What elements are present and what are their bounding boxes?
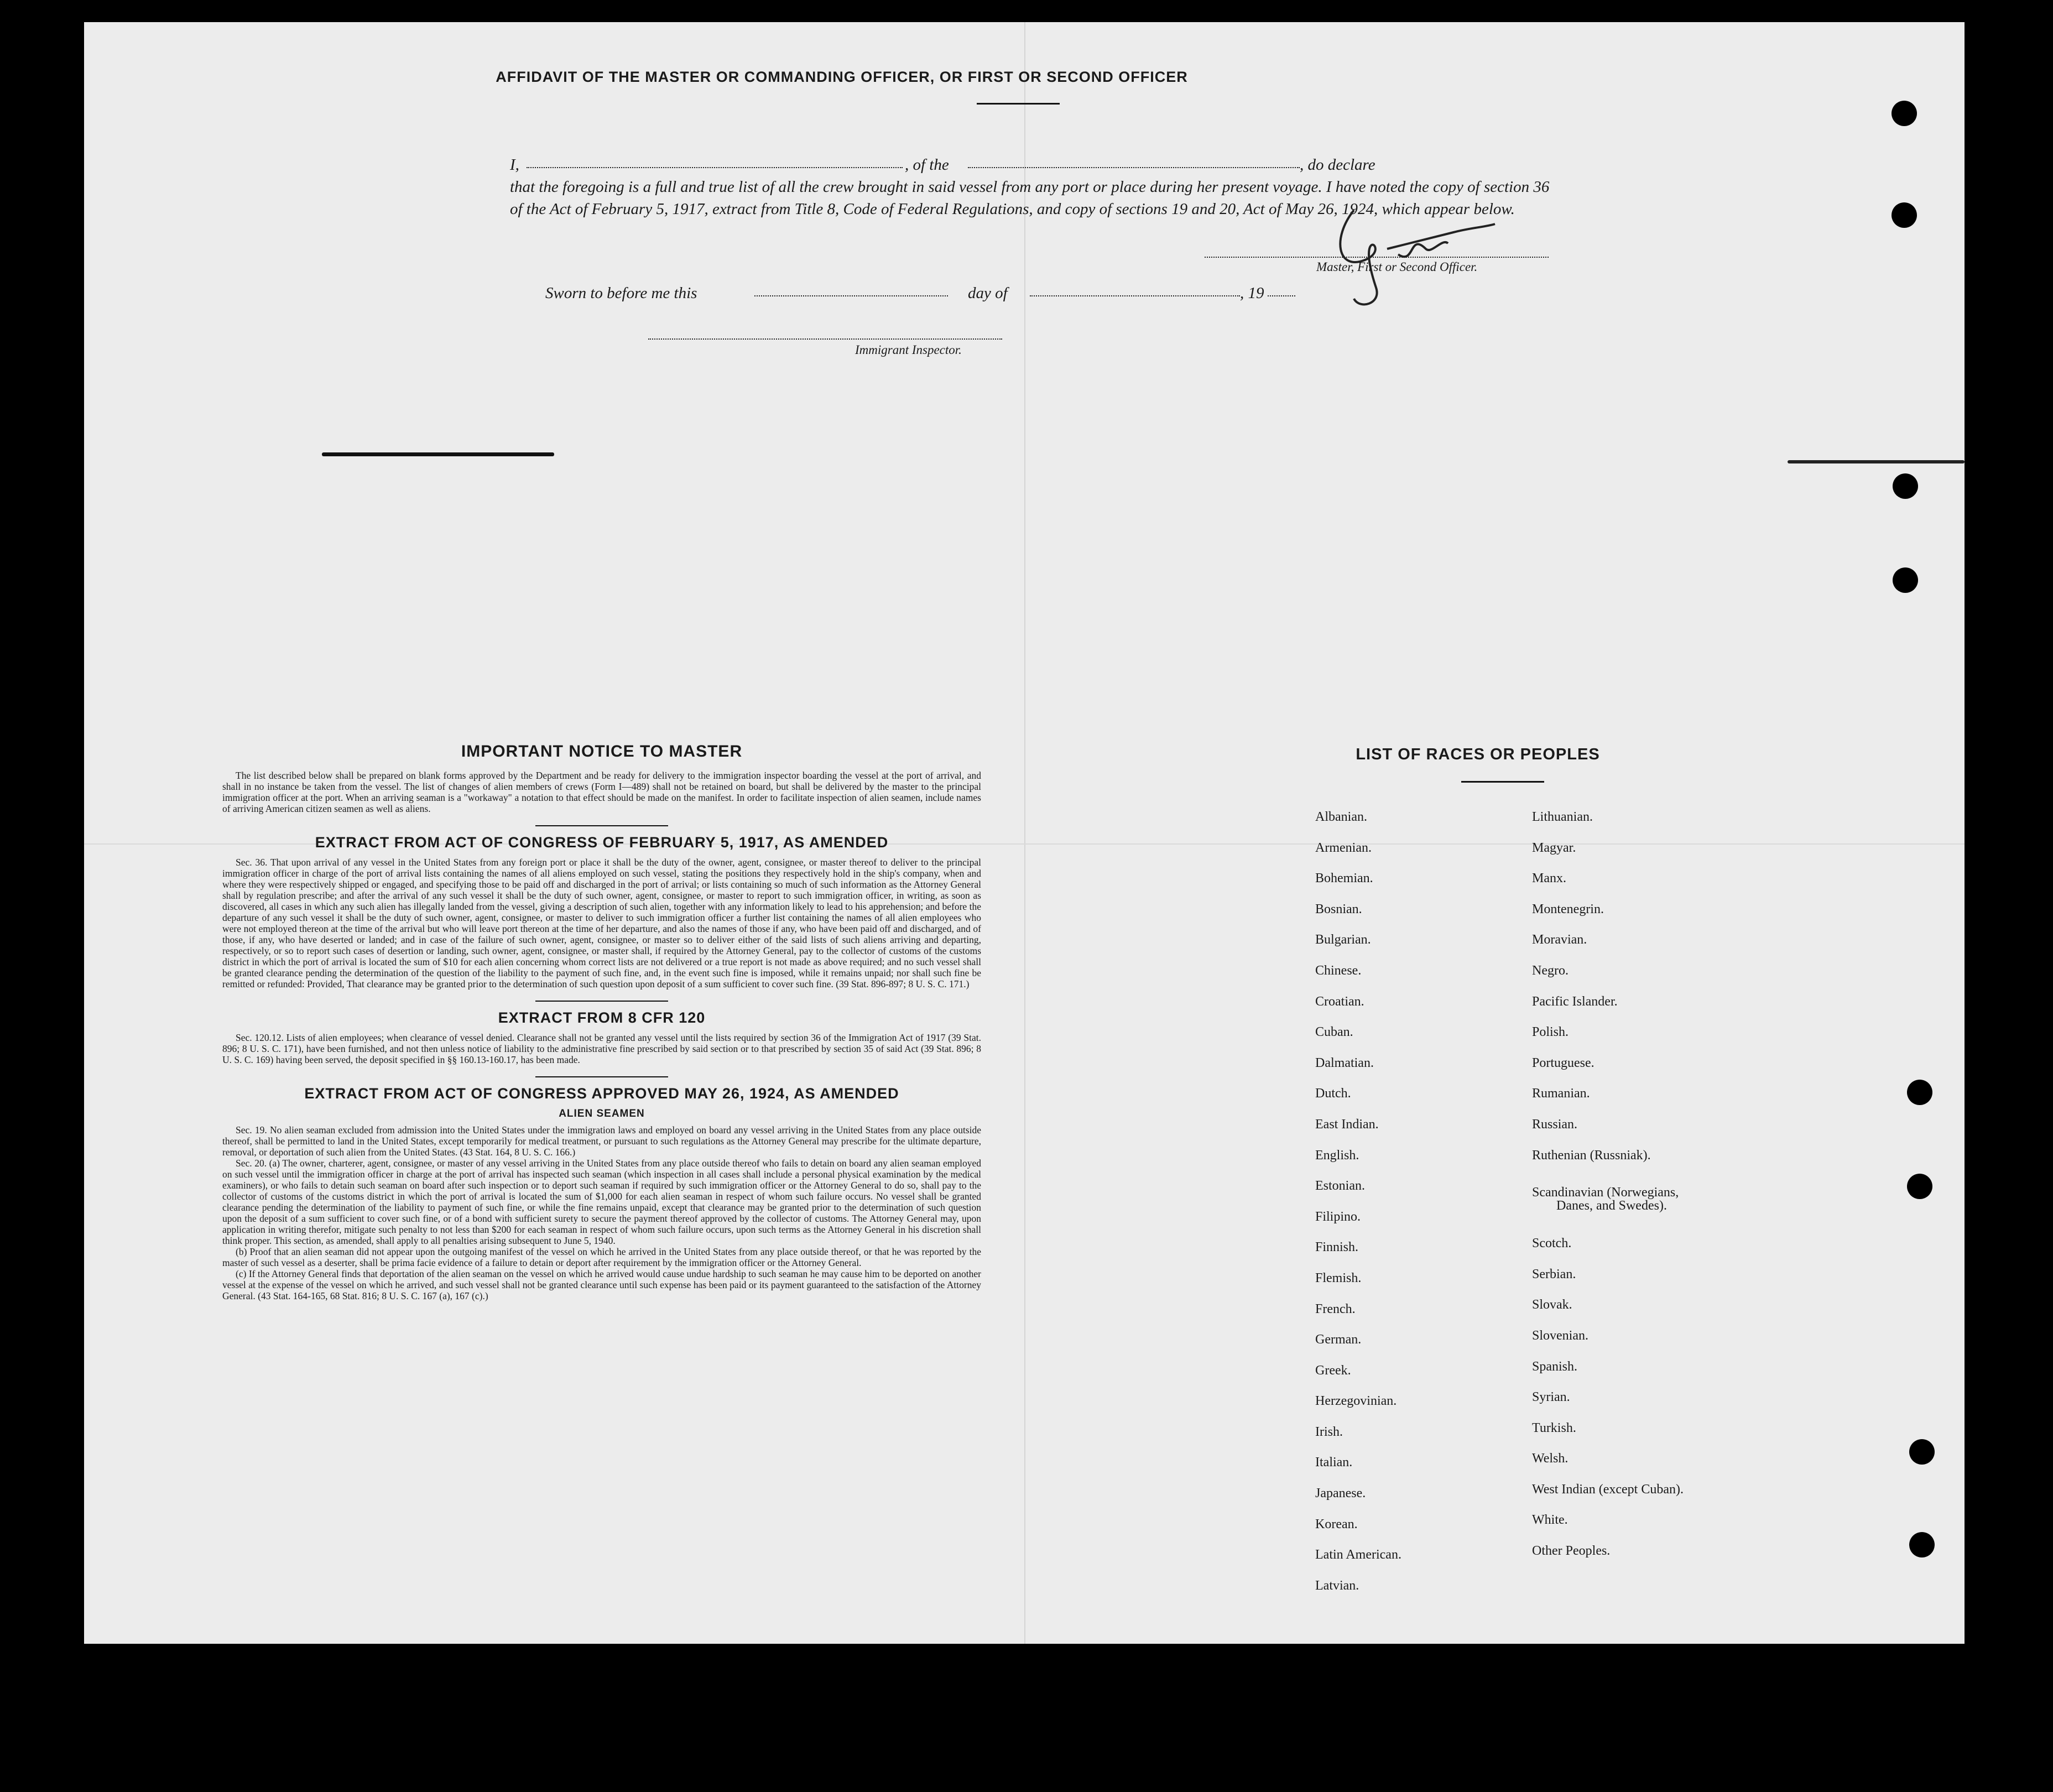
section-20a-paragraph: Sec. 20. (a) The owner, charterer, agent, consignee, or master of any vessel arriving in the United States from any place outside thereof who fails to detain on board any alien seaman employed on such vessel until the immigration officer in charge at the port of arrival has inspected such seaman (which inspection in all cases shall include a personal physical examination by the medical examiners), or who fails to detain such seaman on board after such inspection or to deport such seaman if required by such immigration officer or the Attorney General to do so, shall pay to the collector of customs of the customs district in which the port of arrival is located the sum of $1,000 for each alien seaman in respect of whom such failure occurs. No vessel shall be granted clearance pending the determination of the liability to payment of such fine, or while the fine remains unpaid, except that clearance may be granted prior to the determination of such question upon the deposit of a sum sufficient to cover such fine, or of a bond with sufficient surety to secure the payment thereof approved by the collector of customs. The Attorney General may, upon application in writing therefor, mitigate such penalty to not less than $200 for each seaman in respect of whom such failure occurs, upon such terms as the Attorney General in his discretion shall think proper. This section, as amended, shall apply to all penalties arising subsequent to June 5, 1940. (222, 1158, 981, 1246)
sworn-year-line (1268, 295, 1295, 296)
race-item: Manx. (1532, 871, 1566, 886)
race-item: Spanish. (1532, 1359, 1578, 1374)
race-item: Latvian. (1315, 1578, 1359, 1593)
punch-hole (1892, 202, 1917, 228)
affidavit-title: AFFIDAVIT OF THE MASTER OR COMMANDING OFFICER, OR FIRST OR SECOND OFFICER (496, 69, 1188, 85)
punch-hole (1893, 473, 1918, 499)
sworn-day-line (754, 295, 948, 296)
extract-1917-text (222, 857, 981, 989)
race-item: Italian. (1315, 1455, 1353, 1470)
punch-hole (1893, 567, 1918, 593)
extract-1917-paragraph: Sec. 36. That upon arrival of any vessel in the United States from any foreign port or place it shall be the duty of the owner, agent, consignee, or master thereof to deliver to the principal immigration officer in charge of the port of arrival lists containing the names of all aliens employed on such vessel, stating the positions they respectively hold in the ship's company, when and where they were respectively shipped or engaged, and specifying those to be paid off and discharged in the port of arrival; or lists containing so much of such information as the Attorney General shall by regulation prescribe; and after the arrival of any such vessel it shall be the duty of such owner, agent, consignee, or master to report to such immigration officer, in writing, as soon as discovered, all cases in which any such alien has illegally landed from the vessel, giving a description of such alien, together with any information likely to lead to his apprehension; and before the departure of any such vessel it shall be the duty of such owner, agent, consignee, or master to deliver to such immigration officer a further list containing the names of all alien employees who were not employed thereon at the time of the arrival but who will leave port thereon at the time of her departure, and also the names of those if any, who have been paid off and discharged, and of those, if any, who have deserted or landed; and in case of the failure of such owner, agent, consignee, or master so to deliver either of the said lists of such aliens arriving and departing, respectively, or so to report such cases of desertion or landing, such owner, agent, consignee, or master shall, if required by the Attorney General, pay to the collector of customs of the customs district in which the port of arrival is located the sum of $10 for each alien concerning whom correct lists are not delivered or a true report is not made as above required; and no such vessel shall be granted clearance pending the determination of the question of the liability to the payment of such fine, and, in the event such fine is imposed, while it remains unpaid; nor shall such fine be remitted or refunded: Provided, That clearance may be granted prior to the determination of such question upon deposit of a sum sufficient to cover such fine. (39 Stat. 896-897; 8 U. S. C. 171.) (222, 857, 981, 989)
race-item: Lithuanian. (1532, 810, 1593, 824)
race-item: Irish. (1315, 1424, 1343, 1439)
race-item: Bohemian. (1315, 871, 1373, 886)
race-item: Slovak. (1532, 1298, 1572, 1312)
extract-cfr-title: EXTRACT FROM 8 CFR 120 (498, 1009, 706, 1026)
section-20b-paragraph: (b) Proof that an alien seaman did not appear upon the outgoing manifest of the vessel on which he arrived in the United States from any place outside thereof, or that he was reported by the master of such vessel as a deserter, shall be prima facie evidence of a failure to detain or deport after requirement by the immigration officer or the Attorney General. (222, 1246, 981, 1268)
legal-notices-column (222, 742, 981, 1301)
punch-hole (1909, 1439, 1935, 1465)
race-item: Albanian. (1315, 810, 1367, 824)
punch-hole (1892, 101, 1917, 126)
race-item: East Indian. (1315, 1117, 1379, 1132)
extract-cfr-paragraph: Sec. 120.12. Lists of alien employees; when clearance of vessel denied. Clearance shall not be granted any vessel until the lists required by section 36 of the Immigration Act of 1917 (39 Stat. 896; 8 U. S. C. 171), have been furnished, and not then unless notice of liability to the administrative fine prescribed by said section or to that prescribed by section 35 of said Act (39 Stat. 896; 8 U. S. C. 169) having been served, the deposit specified in §§ 160.13-160.17, has been made. (222, 1032, 981, 1065)
race-item: Bulgarian. (1315, 933, 1371, 947)
sworn-month-line (1030, 295, 1240, 296)
race-item: Scotch. (1532, 1236, 1572, 1251)
race-item: Pacific Islander. (1532, 994, 1618, 1009)
race-item: Cuban. (1315, 1025, 1353, 1040)
name-line (527, 167, 903, 168)
race-item: Scandinavian (Norwegians, (1532, 1185, 1679, 1200)
punch-hole (1909, 1532, 1935, 1557)
race-item: English. (1315, 1148, 1359, 1163)
race-item: Danes, and Swedes). (1556, 1199, 1667, 1213)
race-item: Herzegovinian. (1315, 1394, 1397, 1409)
notice-paragraph: The list described below shall be prepared on blank forms approved by the Department and be ready for delivery to the immigration inspector boarding the vessel at the port of arrival, and shall in no instance be taken from the vessel. The list of changes of alien members of crews (Form I—489) shall not be retained on board, but shall be delivered by the master to the principal immigration officer at the port. When an arriving seaman is a "workaway" a notation to that effect should be made on the manifest. In order to facilitate inspection of alien seamen, include names of arriving American citizen seamen as well as aliens. (222, 770, 981, 814)
inspector-label: Immigrant Inspector. (855, 343, 962, 357)
sworn-year-label: , 19 (1240, 284, 1264, 302)
races-title-rule (1461, 781, 1544, 783)
tear-mark-left (322, 452, 554, 456)
race-item: Slovenian. (1532, 1328, 1588, 1343)
notice-text (222, 770, 981, 814)
race-item: Croatian. (1315, 994, 1364, 1009)
race-item: Filipino. (1315, 1209, 1361, 1224)
affidavit-i-label: I, (510, 156, 519, 174)
race-item: West Indian (except Cuban). (1532, 1482, 1684, 1497)
race-item: Negro. (1532, 963, 1569, 978)
affidavit-body: that the foregoing is a full and true list of all the crew brought in said vessel from any port or place during her present voyage. I have noted the copy of section 36 of the Act of February 5, 1917, extract from Title 8, Code of Federal Regulations, and copy of sections 19 and 20, Act of May 26, 1924, which appear below. (510, 178, 1550, 218)
extract-1924-title: EXTRACT FROM ACT OF CONGRESS APPROVED MAY 26, 1924, AS AMENDED (304, 1085, 899, 1102)
document-page (84, 22, 1965, 1644)
race-item: Dutch. (1315, 1086, 1351, 1101)
separator-rule (535, 1076, 668, 1077)
race-item: Montenegrin. (1532, 902, 1604, 916)
extract-1917-title: EXTRACT FROM ACT OF CONGRESS OF FEBRUARY 5, 1917, AS AMENDED (315, 834, 889, 851)
race-item: Armenian. (1315, 840, 1372, 855)
affidavit-title-rule (977, 103, 1060, 105)
race-item: Estonian. (1315, 1179, 1365, 1194)
race-item: Polish. (1532, 1025, 1569, 1040)
affidavit-declare-label: , do declare (1300, 156, 1375, 174)
race-item: Greek. (1315, 1363, 1351, 1378)
race-item: Turkish. (1532, 1420, 1576, 1435)
section-19-paragraph: Sec. 19. No alien seaman excluded from admission into the United States under the immigration laws and employed on board any vessel arriving in the United States from any place outside thereof, shall be permitted to land in the United States, except temporarily for medical treatment, or pursuant to such regulations as the Attorney General may prescribe for the ultimate departure, removal, or deportation of such alien from the United States. (43 Stat. 164, 8 U. S. C. 166.) (222, 1124, 981, 1158)
alien-seamen-subtitle: ALIEN SEAMEN (559, 1108, 645, 1119)
separator-rule (535, 1001, 668, 1002)
sworn-day-label: day of (968, 284, 1008, 302)
section-20c-paragraph: (c) If the Attorney General finds that deportation of the alien seaman on the vessel on which he arrived would cause undue hardship to such seaman he may cause him to be deported on another vessel at the expense of the vessel on which he arrived, and such vessel shall not be granted clearance until such expense has been paid or its payment guaranteed to the satisfaction of the Attorney General. (43 Stat. 164-165, 68 Stat. 816; 8 U. S. C. 167 (a), 167 (c).) (222, 1268, 981, 1301)
race-item: Syrian. (1532, 1390, 1570, 1405)
race-item: Serbian. (1532, 1267, 1576, 1282)
race-item: Ruthenian (Russniak). (1532, 1148, 1651, 1163)
race-item: Rumanian. (1532, 1086, 1590, 1101)
race-item: Japanese. (1315, 1486, 1366, 1501)
race-item: White. (1532, 1513, 1568, 1528)
race-item: Russian. (1532, 1117, 1578, 1132)
signer-label: Master, First or Second Officer. (1316, 260, 1478, 274)
race-item: Korean. (1315, 1517, 1358, 1531)
race-item: Dalmatian. (1315, 1055, 1374, 1070)
race-item: Latin American. (1315, 1548, 1401, 1562)
notice-title: IMPORTANT NOTICE TO MASTER (461, 742, 743, 760)
race-item: German. (1315, 1332, 1362, 1347)
sworn-prefix: Sworn to before me this (545, 284, 697, 302)
race-item: Flemish. (1315, 1270, 1362, 1285)
race-item: Bosnian. (1315, 902, 1362, 916)
race-item: Welsh. (1532, 1451, 1569, 1466)
affidavit-of-label: , of the (905, 156, 949, 174)
race-item: Portuguese. (1532, 1055, 1595, 1070)
race-item: Chinese. (1315, 963, 1362, 978)
race-item: Magyar. (1532, 840, 1576, 855)
race-item: French. (1315, 1301, 1356, 1316)
punch-hole (1907, 1174, 1932, 1199)
punch-hole (1907, 1080, 1932, 1105)
vessel-line (968, 167, 1300, 168)
race-item: Moravian. (1532, 933, 1587, 947)
vertical-fold-line (1024, 22, 1025, 1644)
races-title: LIST OF RACES OR PEOPLES (1356, 746, 1600, 763)
tear-mark-right (1788, 460, 1965, 463)
race-item: Other Peoples. (1532, 1544, 1611, 1559)
races-list-right (1532, 802, 1684, 1567)
races-list-left (1315, 802, 1401, 1601)
handwritten-signature (1321, 188, 1498, 321)
inspector-line (648, 338, 1002, 340)
separator-rule (535, 825, 668, 826)
extract-cfr-text (222, 1032, 981, 1065)
extract-1924-text (222, 1124, 981, 1301)
race-item: Finnish. (1315, 1240, 1359, 1255)
